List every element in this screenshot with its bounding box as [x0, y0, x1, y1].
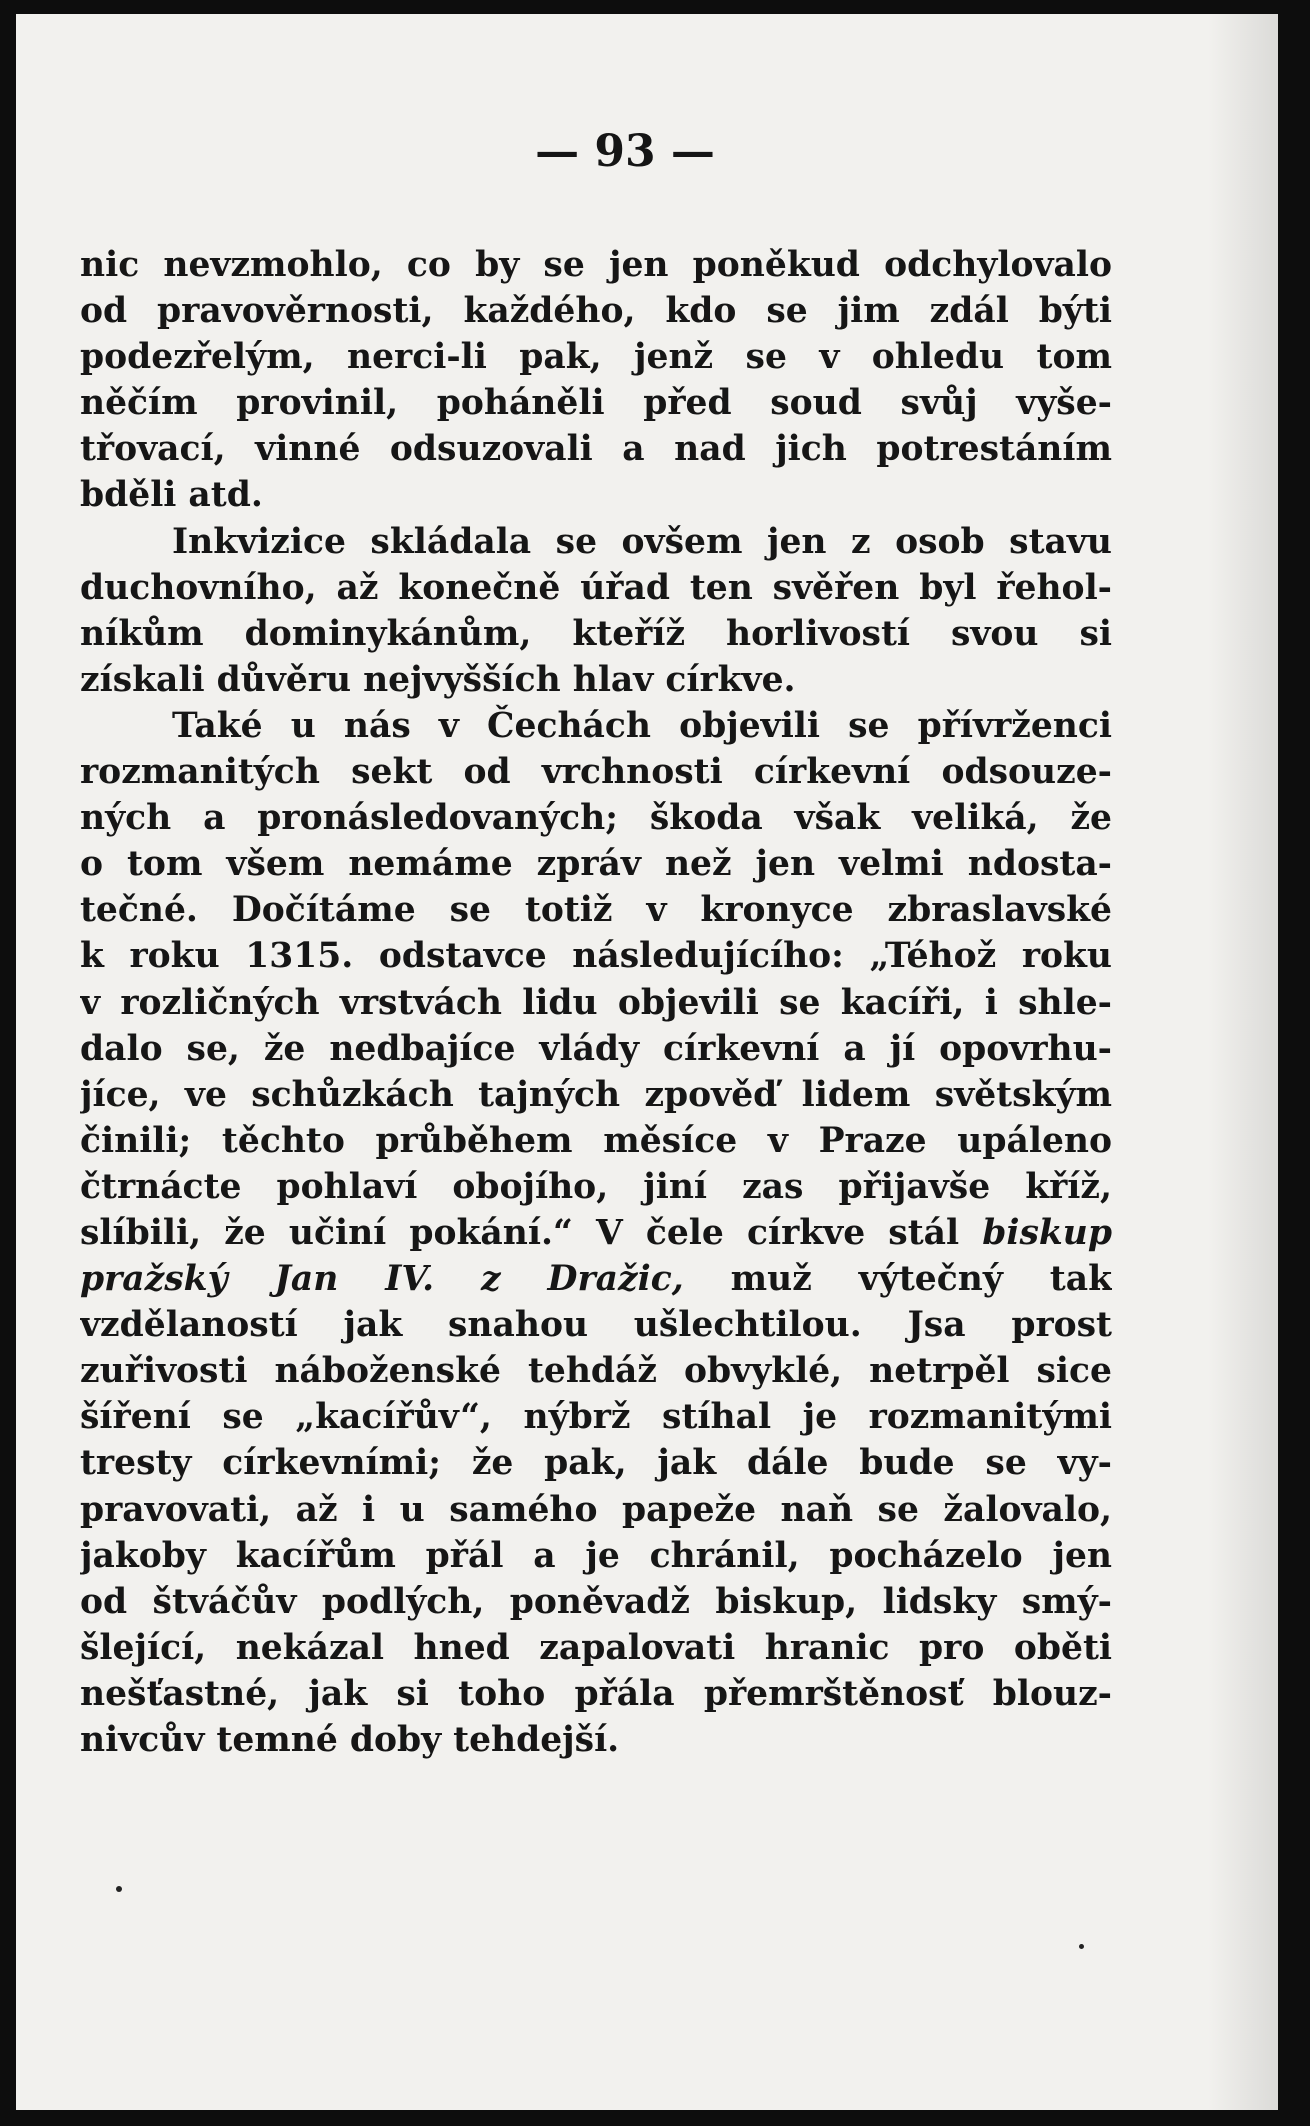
text-line: vzdělaností jak snahou ušlechtilou. Jsa prost	[80, 1305, 1112, 1346]
text-line: třovací, vinné odsuzovali a nad jich potrestáním	[80, 429, 1112, 470]
text-segment: slíbili, že učiní pokání.“ V čele církve stál	[80, 1212, 960, 1253]
text-line: jakoby kacířům přál a je chránil, pocházelo jen	[80, 1535, 1112, 1576]
body-text	[80, 242, 1112, 1763]
italic-name: pražský Jan IV. z Dražic,	[80, 1259, 684, 1300]
text-line: nic nevzmohlo, co by se jen poněkud odchylovalo	[80, 245, 1112, 285]
text-line: dalo se, že nedbajíce vlády církevní a jí opovrhu-	[80, 1028, 1112, 1069]
text-line: k roku 1315. odstavce následujícího: „Téhož roku	[80, 936, 1112, 977]
text-line: jíce, ve schůzkách tajných zpověď lidem světským	[80, 1074, 1112, 1115]
text-line: v rozličných vrstvách lidu objevili se kacíři, i shle-	[80, 982, 1112, 1023]
text-line: Inkvizice skládala se ovšem jen z osob stavu	[172, 521, 1112, 562]
text-line: čtrnácte pohlaví obojího, jiní zas přijavše kříž,	[80, 1166, 1112, 1207]
text-line: něčím provinil, poháněli před soud svůj vyše-	[80, 383, 1112, 424]
text-line: od pravověrnosti, každého, kdo se jim zdál býti	[80, 291, 1112, 332]
text-line: zuřivosti náboženské tehdáž obvyklé, netrpěl sice	[80, 1351, 1112, 1392]
print-speck	[1079, 1944, 1084, 1949]
text-line: pravovati, až i u samého papeže naň se žalovalo,	[80, 1489, 1112, 1530]
text-line: o tom všem nemáme zpráv než jen velmi ndosta-	[80, 844, 1112, 885]
text-line: tečné. Dočítáme se totiž v kronyce zbraslavské	[80, 890, 1112, 931]
print-speck	[116, 1886, 122, 1892]
text-line: získali důvěru nejvyšších hlav církve.	[80, 659, 796, 700]
text-line: rozmanitých sekt od vrchnosti církevní odsouze-	[80, 752, 1112, 793]
text-line	[80, 1256, 1112, 1302]
text-line: ných a pronásledovaných; škoda však veliká, že	[80, 798, 1112, 839]
text-line: šlející, nekázal hned zapalovati hranic pro oběti	[80, 1627, 1112, 1668]
italic-name: biskup	[982, 1212, 1112, 1253]
text-line: Také u nás v Čechách objevili se přívrženci	[172, 705, 1112, 746]
text-line: níkům dominykánům, kteříž horlivostí svou si	[80, 613, 1112, 654]
page-number: — 93 —	[535, 126, 715, 177]
text-line: podezřelým, nerci-li pak, jenž se v ohledu tom	[80, 337, 1112, 378]
text-line: činili; těchto průběhem měsíce v Praze upáleno	[80, 1120, 1112, 1161]
text-line: duchovního, až konečně úřad ten svěřen byl řehol-	[80, 567, 1112, 608]
book-page	[16, 14, 1278, 2110]
text-segment: muž výtečný tak	[730, 1259, 1112, 1300]
text-line: bděli atd.	[80, 475, 263, 516]
text-line: od štváčův podlých, poněvadž biskup, lidsky smý-	[80, 1581, 1112, 1622]
text-line: šíření se „kacířův“, nýbrž stíhal je rozmanitými	[80, 1397, 1112, 1438]
text-line	[80, 1210, 1112, 1256]
text-line: nešťastné, jak si toho přála přemrštěnosť blouz-	[80, 1673, 1112, 1714]
text-line: nivcův temné doby tehdejší.	[80, 1720, 620, 1760]
text-line: tresty církevními; že pak, jak dále bude se vy-	[80, 1443, 1112, 1484]
page-edge-shadow	[1208, 14, 1278, 2110]
